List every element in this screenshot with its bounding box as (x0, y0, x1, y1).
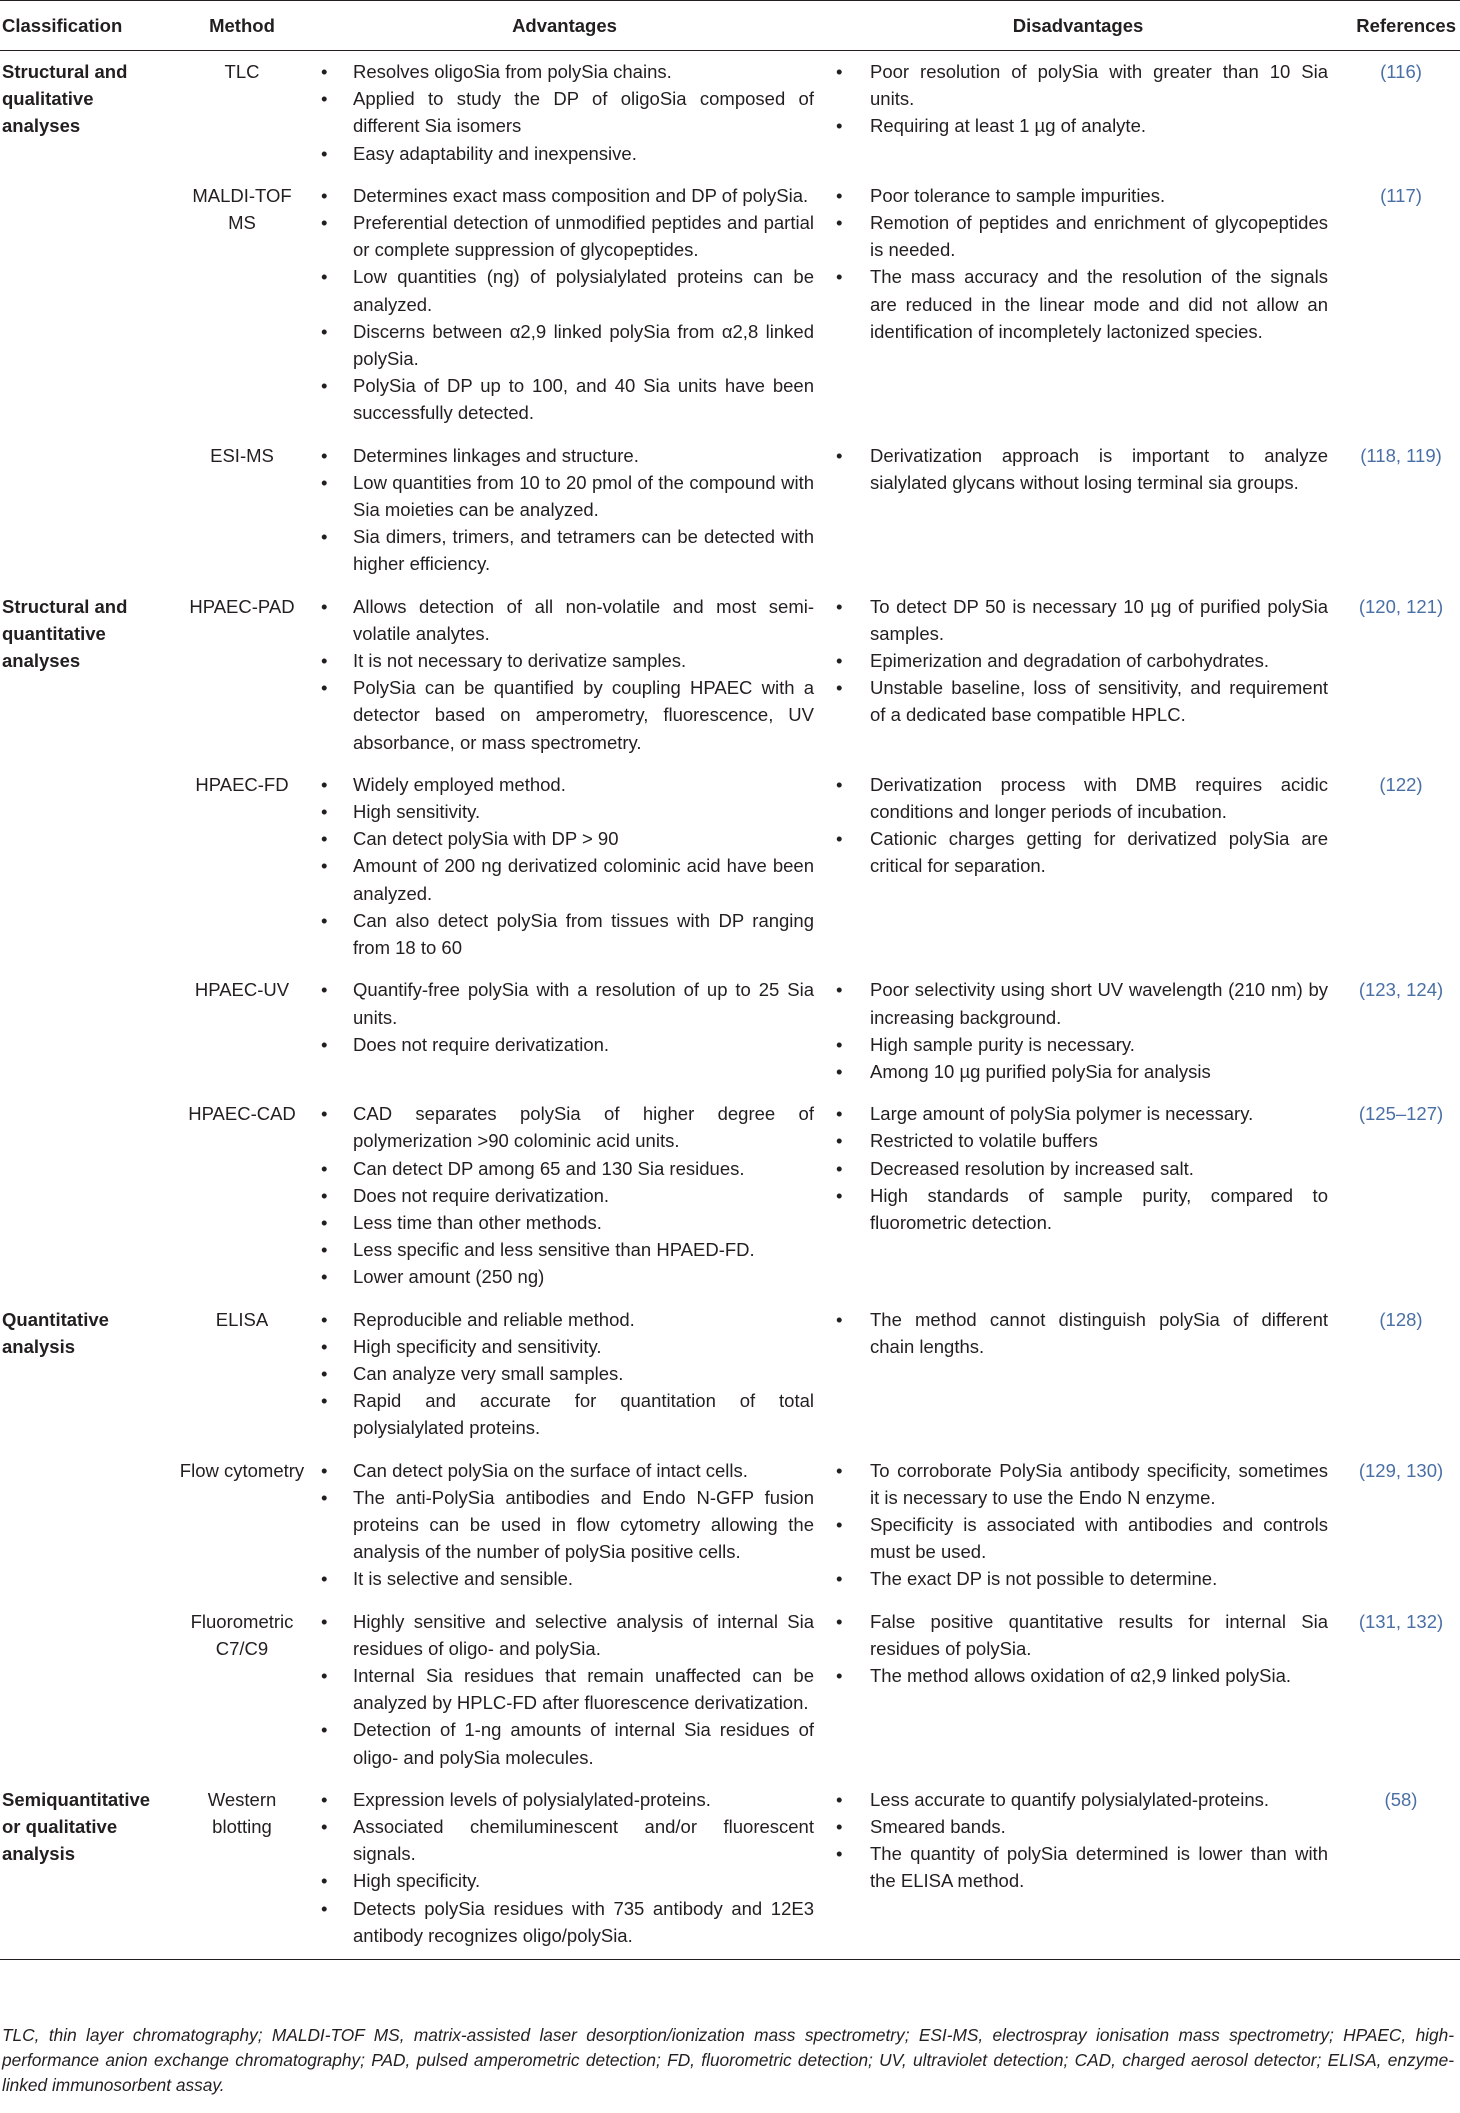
disadvantage-item: • Poor resolution of polySia with greater than 10 Sia units. (820, 58, 1336, 112)
advantage-item: • Easy adaptability and inexpensive. (309, 140, 820, 167)
advantage-item: • PolySia of DP up to 100, and 40 Sia units have been successfully detected. (309, 372, 820, 426)
table-row (0, 175, 1460, 435)
method-cell: Fluorometric C7/C9 (190, 1610, 294, 1659)
disadvantage-item: • Unstable baseline, loss of sensitivity, and requirement of a dedicated base compatible HPLC. (820, 674, 1336, 728)
header-disadvantages: Disadvantages (820, 1, 1336, 51)
disadvantages-cell (820, 175, 1336, 435)
advantage-item: • Internal Sia residues that remain unaffected can be analyzed by HPLC-FD after fluorescence derivatization. (309, 1662, 820, 1716)
advantages-list (309, 1608, 820, 1771)
disadvantage-item: • Decreased resolution by increased salt. (820, 1155, 1336, 1182)
classification-cell (0, 435, 175, 586)
disadvantage-item: • Derivatization approach is important to analyze sialylated glycans without losing terminal sia groups. (820, 442, 1336, 496)
disadvantage-item: • High standards of sample purity, compared to fluorometric detection. (820, 1182, 1336, 1236)
disadvantage-item: • Large amount of polySia polymer is necessary. (820, 1100, 1336, 1127)
advantage-item: • Low quantities (ng) of polysialylated proteins can be analyzed. (309, 263, 820, 317)
classification-cell: Quantitative analysis (2, 1308, 109, 1357)
method-cell: HPAEC-CAD (188, 1103, 296, 1125)
advantages-cell (309, 435, 820, 586)
advantages-list (309, 771, 820, 961)
disadvantages-cell (820, 1093, 1336, 1298)
advantage-item: • Low quantities from 10 to 20 pmol of the compound with Sia moieties can be analyzed. (309, 469, 820, 523)
table-row (0, 764, 1460, 969)
header-advantages: Advantages (309, 1, 820, 51)
disadvantage-item: • Less accurate to quantify polysialylated-proteins. (820, 1786, 1336, 1813)
advantages-cell (309, 586, 820, 764)
advantage-item: • Detects polySia residues with 735 antibody and 12E3 antibody recognizes oligo/polySia. (309, 1895, 820, 1949)
advantage-item: • Discerns between α2,9 linked polySia from α2,8 linked polySia. (309, 318, 820, 372)
disadvantage-item: • Poor tolerance to sample impurities. (820, 182, 1336, 209)
table-row (0, 1450, 1460, 1601)
classification-cell (0, 175, 175, 435)
header-row (0, 1, 1460, 51)
advantages-cell (309, 175, 820, 435)
advantages-cell (309, 1450, 820, 1601)
disadvantages-list (820, 1786, 1336, 1895)
advantages-cell (309, 1093, 820, 1298)
advantage-item: • CAD separates polySia of higher degree of polymerization >90 colominic acid units. (309, 1100, 820, 1154)
header-method: Method (175, 1, 309, 51)
disadvantages-list (820, 976, 1336, 1085)
disadvantage-item: • High sample purity is necessary. (820, 1031, 1336, 1058)
advantages-cell (309, 764, 820, 969)
disadvantage-item: • To detect DP 50 is necessary 10 µg of purified polySia samples. (820, 593, 1336, 647)
disadvantages-list (820, 442, 1336, 496)
disadvantages-list (820, 771, 1336, 880)
advantage-item: • Can analyze very small samples. (309, 1360, 820, 1387)
disadvantage-item: • The method allows oxidation of α2,9 linked polySia. (820, 1662, 1336, 1689)
classification-cell: Structural and quantitative analyses (2, 595, 128, 672)
disadvantages-cell (820, 51, 1336, 175)
reference-link[interactable]: (129, 130) (1358, 1459, 1444, 1481)
reference-link[interactable]: (123, 124) (1358, 979, 1444, 1001)
table-row (0, 1093, 1460, 1298)
advantages-list (309, 58, 820, 167)
disadvantage-item: • Derivatization process with DMB requires acidic conditions and longer periods of incubation. (820, 771, 1336, 825)
classification-cell (0, 1601, 175, 1779)
classification-cell (0, 764, 175, 969)
method-cell: HPAEC-UV (194, 979, 290, 1001)
table-row (0, 1601, 1460, 1779)
disadvantage-item: • Specificity is associated with antibodies and controls must be used. (820, 1511, 1336, 1565)
advantage-item: • Sia dimers, trimers, and tetramers can be detected with higher efficiency. (309, 523, 820, 577)
classification-cell: Semiquantitative or qualitative analysis (0, 1779, 175, 1960)
advantage-item: • Can detect DP among 65 and 130 Sia residues. (309, 1155, 820, 1182)
advantages-list (309, 593, 820, 756)
table-row (0, 586, 1460, 764)
advantage-item: • Amount of 200 ng derivatized colominic acid have been analyzed. (309, 852, 820, 906)
disadvantage-item: • Cationic charges getting for derivatized polySia are critical for separation. (820, 825, 1336, 879)
reference-link[interactable]: (117) (1380, 184, 1422, 206)
disadvantage-item: • The method cannot distinguish polySia of different chain lengths. (820, 1306, 1336, 1360)
advantages-cell (309, 51, 820, 175)
advantage-item: • Associated chemiluminescent and/or fluorescent signals. (309, 1813, 820, 1867)
reference-link[interactable]: (131, 132) (1358, 1610, 1444, 1632)
method-cell: HPAEC-PAD (189, 595, 295, 617)
advantages-list (309, 1457, 820, 1593)
table-row (0, 969, 1460, 1093)
advantage-item: • Lower amount (250 ng) (309, 1263, 820, 1290)
advantage-item: • Does not require derivatization. (309, 1182, 820, 1209)
disadvantages-list (820, 1306, 1336, 1360)
disadvantages-cell (820, 435, 1336, 586)
advantage-item: • PolySia can be quantified by coupling HPAEC with a detector based on amperometry, fluorescence, UV absorbance, or mass spectrometry. (309, 674, 820, 756)
advantage-item: • High specificity. (309, 1867, 820, 1894)
advantages-list (309, 1786, 820, 1949)
disadvantages-cell (820, 1299, 1336, 1450)
classification-cell (0, 1450, 175, 1601)
advantage-item: • It is not necessary to derivatize samples. (309, 647, 820, 674)
reference-link[interactable]: (116) (1380, 61, 1422, 82)
method-cell: HPAEC-FD (195, 773, 289, 795)
table-header (0, 1, 1460, 51)
method-cell: MALDI-TOF MS (192, 184, 292, 234)
table-footnote: TLC, thin layer chromatography; MALDI-TOF MS, matrix-assisted laser desorption/ionization mass spectrometry; ESI-MS, electrospray ionisation mass spectrometry; HPAEC, high-performance anion exchange chromatography; PAD, pulsed amperometric detection; FD, fluorometric detection; UV, ultraviolet detection; CAD, charged aerosol detector; ELISA, enzyme-linked immunosorbent assay. (2, 2025, 1454, 2095)
method-cell: ELISA (215, 1308, 269, 1330)
header-classification: Classification (0, 1, 175, 51)
advantage-item: • Does not require derivatization. (309, 1031, 820, 1058)
advantage-item: • Allows detection of all non-volatile and most semi-volatile analytes. (309, 593, 820, 647)
advantages-cell (309, 1299, 820, 1450)
reference-link[interactable]: (58) (1336, 1779, 1460, 1960)
disadvantages-cell (820, 586, 1336, 764)
disadvantage-item: • The quantity of polySia determined is lower than with the ELISA method. (820, 1840, 1336, 1894)
advantage-item: • Expression levels of polysialylated-proteins. (309, 1786, 820, 1813)
disadvantage-item: • Restricted to volatile buffers (820, 1127, 1336, 1154)
disadvantages-cell (820, 1601, 1336, 1779)
classification-cell: Structural and qualitative analyses (2, 61, 128, 137)
disadvantage-item: • The exact DP is not possible to determine. (820, 1565, 1336, 1592)
disadvantage-item: • Smeared bands. (820, 1813, 1336, 1840)
disadvantage-item: • Requiring at least 1 µg of analyte. (820, 112, 1336, 139)
disadvantages-list (820, 1100, 1336, 1236)
advantages-list (309, 976, 820, 1058)
advantage-item: • Can detect polySia with DP > 90 (309, 825, 820, 852)
advantage-item: • Can also detect polySia from tissues with DP ranging from 18 to 60 (309, 907, 820, 961)
header-references: References (1336, 1, 1460, 51)
advantage-item: • Quantify-free polySia with a resolution of up to 25 Sia units. (309, 976, 820, 1030)
table-row (0, 1299, 1460, 1450)
disadvantages-list (820, 58, 1336, 140)
disadvantage-item: • Epimerization and degradation of carbohydrates. (820, 647, 1336, 674)
advantage-item: • Highly sensitive and selective analysis of internal Sia residues of oligo- and polySia. (309, 1608, 820, 1662)
reference-link[interactable]: (122) (1379, 773, 1423, 795)
disadvantage-item: • False positive quantitative results for internal Sia residues of polySia. (820, 1608, 1336, 1662)
disadvantage-item: • To corroborate PolySia antibody specificity, sometimes it is necessary to use the Endo N enzyme. (820, 1457, 1336, 1511)
advantage-item: • It is selective and sensible. (309, 1565, 820, 1592)
classification-cell (0, 969, 175, 1093)
advantage-item: • Detection of 1-ng amounts of internal Sia residues of oligo- and polySia molecules. (309, 1716, 820, 1770)
disadvantages-list (820, 182, 1336, 345)
advantage-item: • High sensitivity. (309, 798, 820, 825)
advantages-cell (309, 1779, 820, 1960)
advantage-item: • The anti-PolySia antibodies and Endo N-GFP fusion proteins can be used in flow cytometry allowing the analysis of the number of polySia positive cells. (309, 1484, 820, 1566)
disadvantage-item: • Poor selectivity using short UV wavelength (210 nm) by increasing background. (820, 976, 1336, 1030)
disadvantage-item: • Remotion of peptides and enrichment of glycopeptides is needed. (820, 209, 1336, 263)
table-row (0, 435, 1460, 586)
advantage-item: • Less time than other methods. (309, 1209, 820, 1236)
method-cell: ESI-MS (210, 444, 274, 466)
advantage-item: • Can detect polySia on the surface of intact cells. (309, 1457, 820, 1484)
method-cell: Western blotting (175, 1779, 309, 1960)
disadvantages-cell (820, 1779, 1336, 1960)
disadvantages-list (820, 1457, 1336, 1593)
disadvantages-cell (820, 764, 1336, 969)
advantage-item: • Preferential detection of unmodified peptides and partial or complete suppression of glycopeptides. (309, 209, 820, 263)
disadvantage-item: • Among 10 µg purified polySia for analysis (820, 1058, 1336, 1085)
table-row (0, 51, 1460, 175)
reference-link[interactable]: (128) (1379, 1308, 1423, 1330)
advantage-item: • Reproducible and reliable method. (309, 1306, 820, 1333)
advantages-cell (309, 969, 820, 1093)
advantage-item: • Rapid and accurate for quantitation of total polysialylated proteins. (309, 1387, 820, 1441)
advantage-item: • Determines exact mass composition and DP of polySia. (309, 182, 820, 209)
advantage-item: • Widely employed method. (309, 771, 820, 798)
reference-link[interactable]: (125–127) (1358, 1103, 1444, 1125)
advantages-cell (309, 1601, 820, 1779)
advantages-list (309, 1306, 820, 1442)
advantage-item: • Less specific and less sensitive than HPAED-FD. (309, 1236, 820, 1263)
table-row (0, 1779, 1460, 1960)
advantage-item: • High specificity and sensitivity. (309, 1333, 820, 1360)
method-cell: Flow cytometry (179, 1459, 305, 1481)
advantages-list (309, 182, 820, 427)
disadvantages-cell (820, 969, 1336, 1093)
advantages-list (309, 442, 820, 578)
advantage-item: • Resolves oligoSia from polySia chains. (309, 58, 820, 85)
table-body (0, 51, 1460, 1960)
disadvantage-item: • The mass accuracy and the resolution of the signals are reduced in the linear mode and did not allow an identification of incompletely lactonized species. (820, 263, 1336, 345)
reference-link[interactable]: (118, 119) (1360, 444, 1442, 466)
disadvantages-list (820, 1608, 1336, 1690)
disadvantages-cell (820, 1450, 1336, 1601)
advantage-item: • Applied to study the DP of oligoSia composed of different Sia isomers (309, 85, 820, 139)
classification-cell (0, 1093, 175, 1298)
advantages-list (309, 1100, 820, 1290)
reference-link[interactable]: (120, 121) (1358, 595, 1444, 617)
method-cell: TLC (224, 61, 260, 82)
disadvantages-list (820, 593, 1336, 729)
advantage-item: • Determines linkages and structure. (309, 442, 820, 469)
